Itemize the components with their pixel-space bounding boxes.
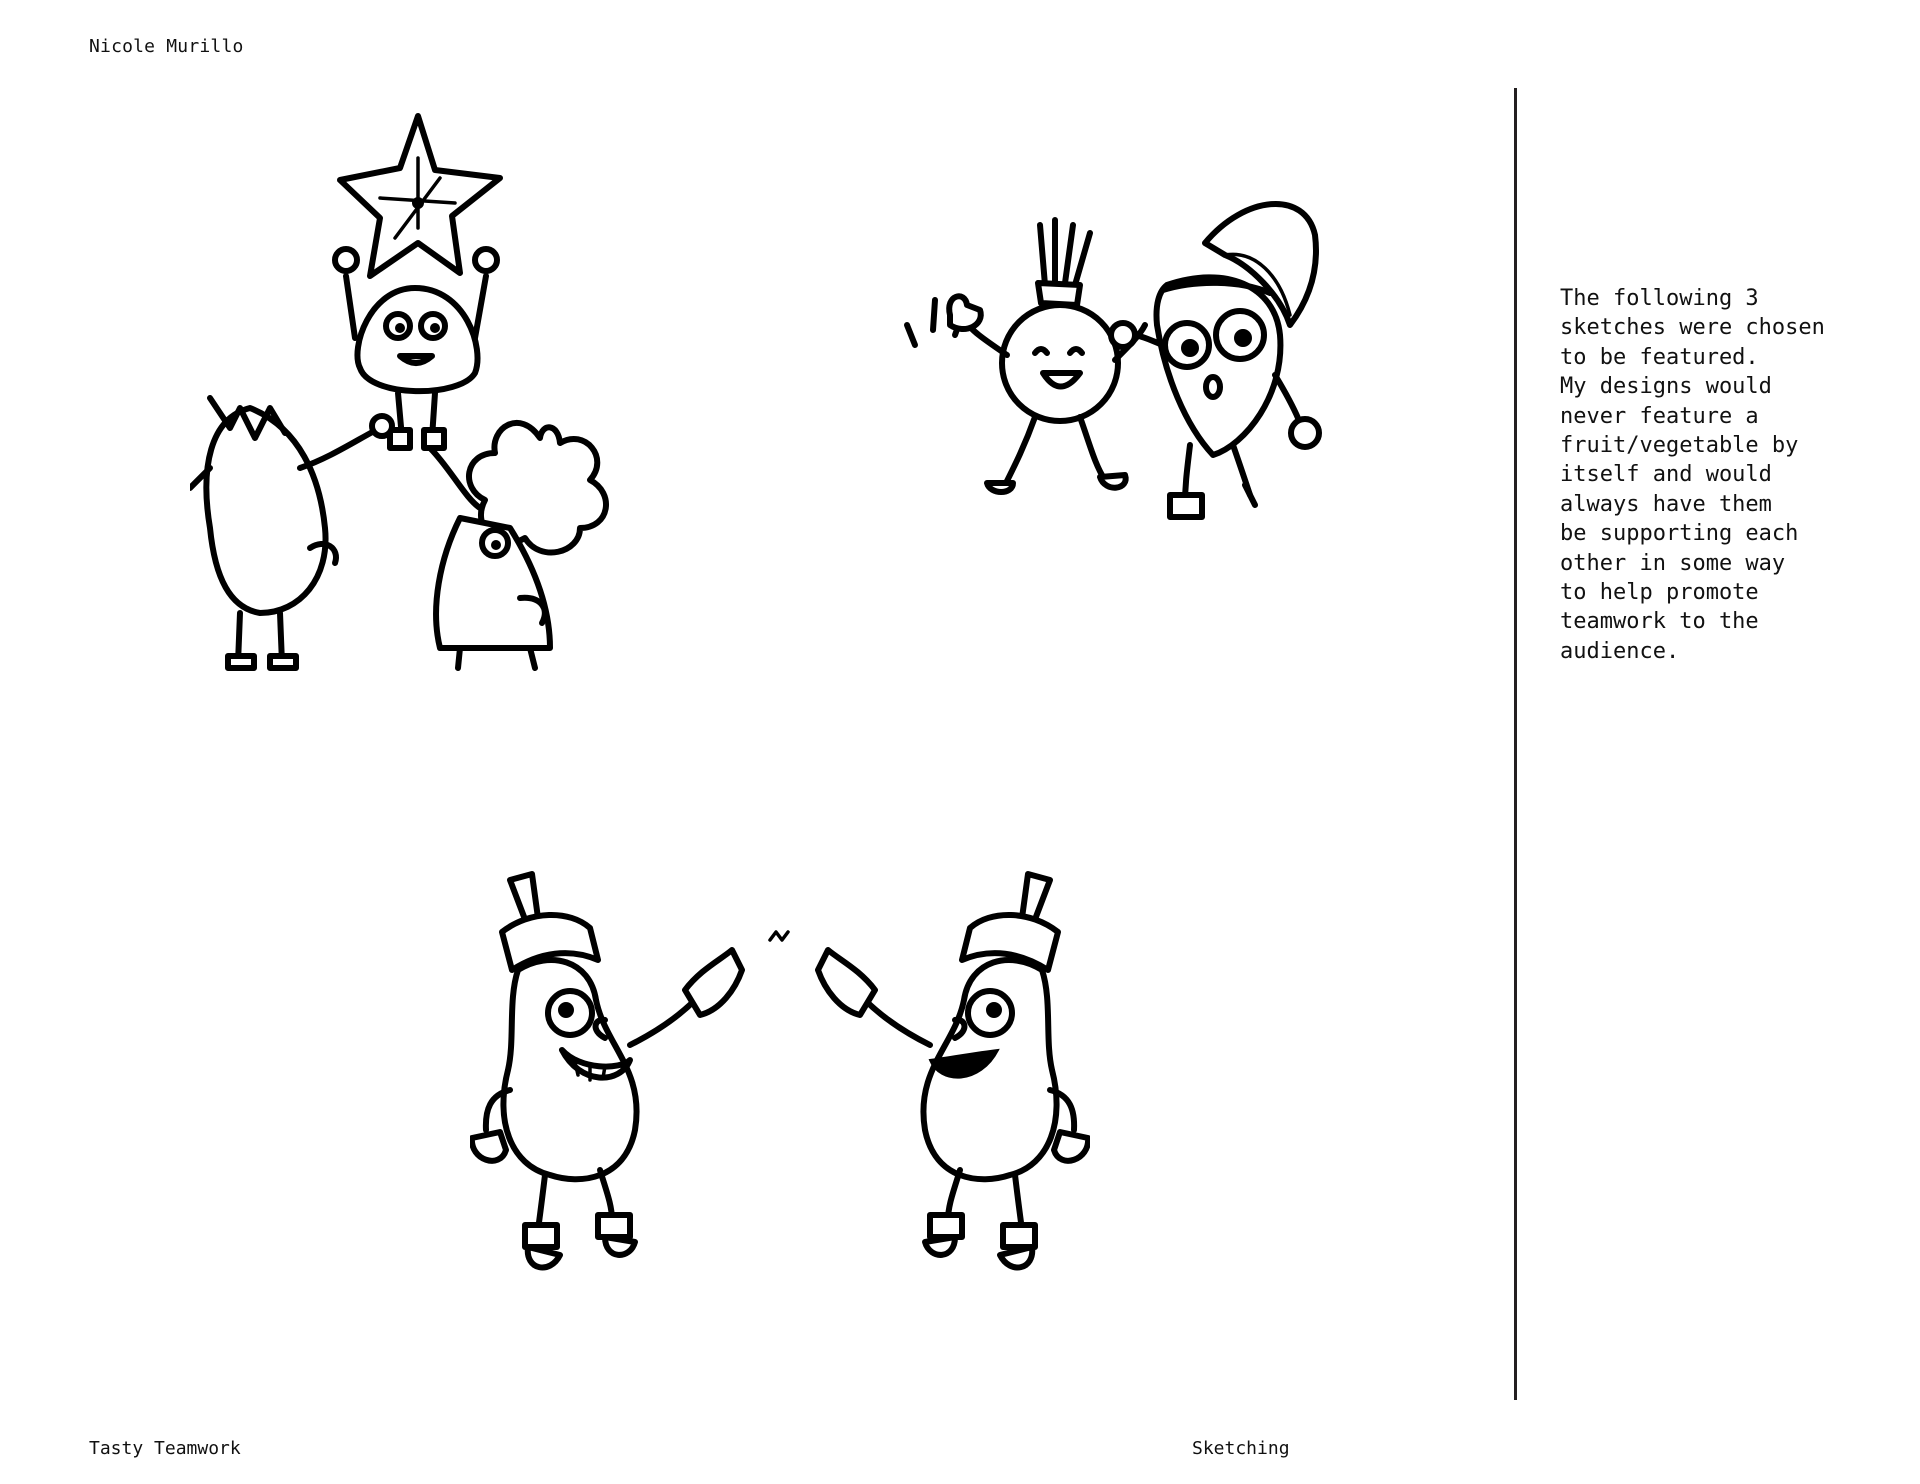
- author-name: Nicole Murillo: [89, 36, 244, 57]
- vertical-divider: [1514, 88, 1517, 1400]
- sketch-pears-high-five: [470, 870, 1090, 1280]
- project-title: Tasty Teamwork: [89, 1438, 241, 1459]
- description-text: The following 3 sketches were chosen to be featured. My designs would never feature a fruit/vegetable by itself and would always have them be supporting each other in some way to help promote teamwork to the audience.: [1560, 286, 1825, 664]
- sketch-walking-pair: [895, 195, 1395, 535]
- section-label: Sketching: [1192, 1438, 1290, 1459]
- sketch-star-fruit-stack: [190, 108, 670, 673]
